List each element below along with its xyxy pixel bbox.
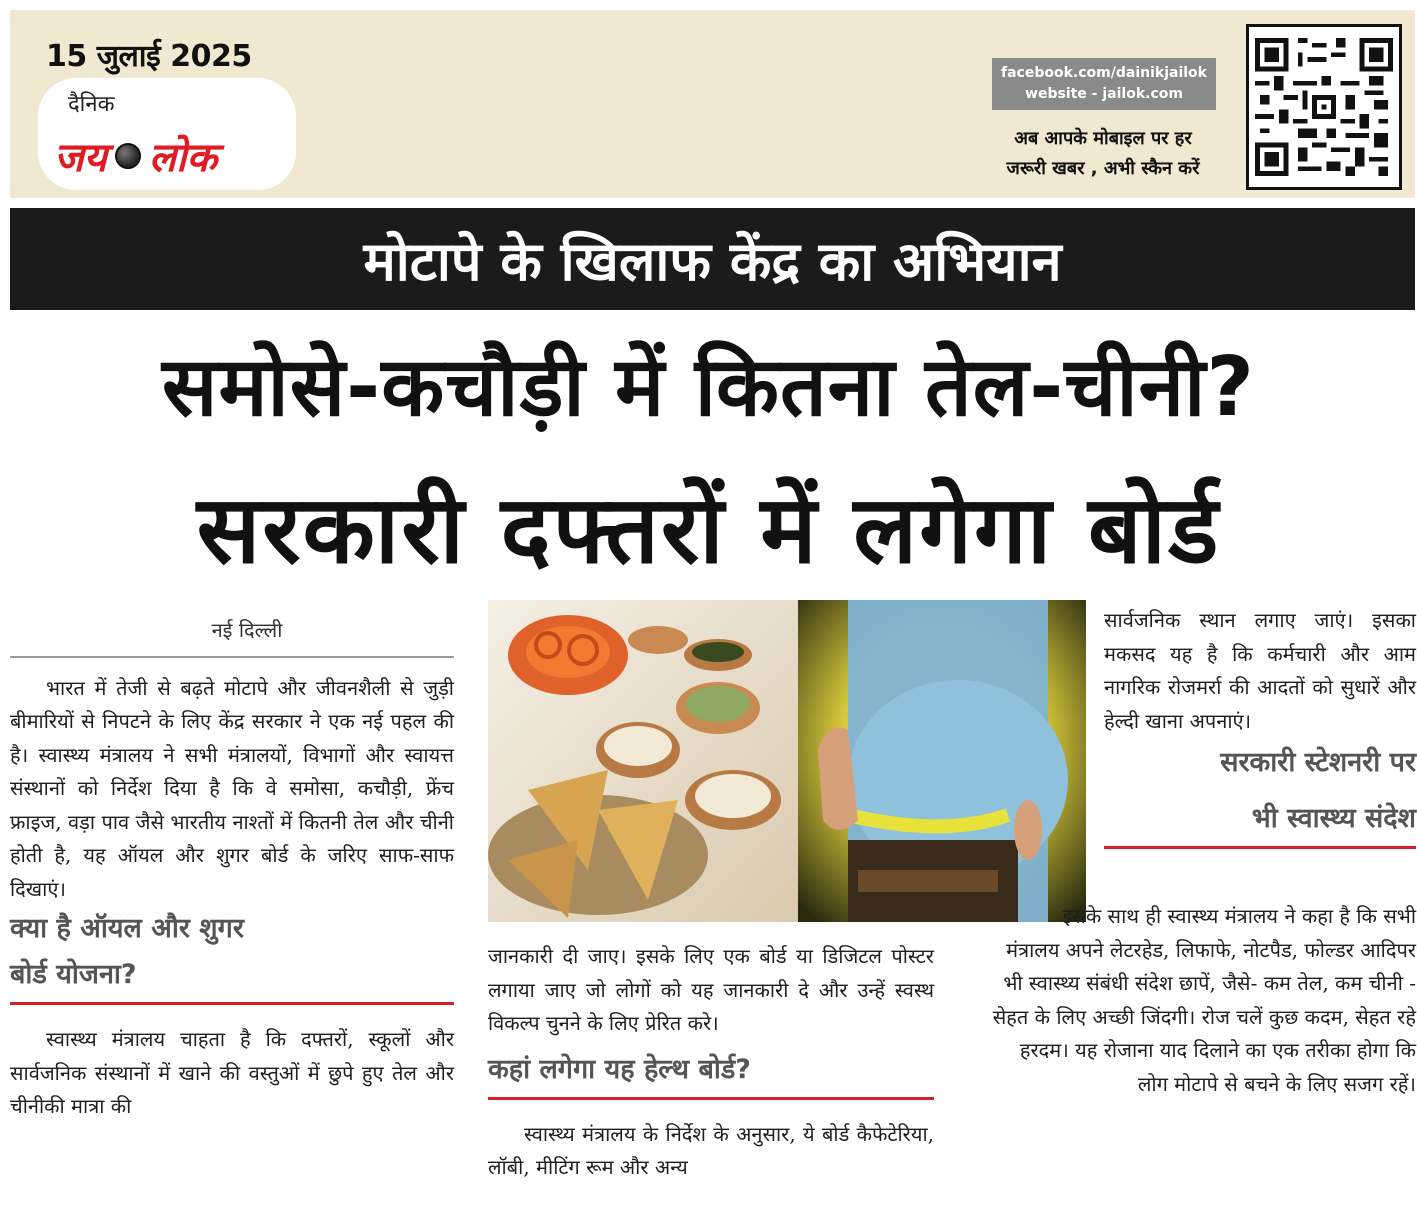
subhead-divider [10,1002,454,1005]
subhead-stationery [1104,740,1416,842]
masthead [10,10,1415,198]
scan-line-1: अब आपके मोबाइल पर हर [1014,128,1192,149]
subhead-3-line-1: सरकारी स्टेशनरी पर [1220,747,1416,778]
article-column-3 [1104,604,1416,867]
article-column-2 [488,940,934,1185]
paragraph-1: भारत में तेजी से बढ़ते मोटापे और जीवनशैली से जुड़ी बीमारियों से निपटने के लिए केंद्र सरकार ने एक नई पहल की है। स्वास्थ्य मंत्रालय ने सभी मंत्रालयों, विभागों और स्वायत्त संस्थानों को निर्देश दिया है कि वे समोसा, कचौड़ी, फ्रेंच फ्राइज, वड़ा पाव जैसे भारतीय नाश्तों में कितनी तेल और चीनी होती है, यह ऑयल और शुगर बोर्ड के जरिए साफ-साफ दिखाएं। [10,675,454,901]
logo-main-text [54,128,217,183]
paragraph-5: सार्वजनिक स्थान लगाए जाएं। इसका मकसद यह है कि कर्मचारी और आम नागरिक रोजमर्रा की आदतों को सुधारें और हेल्दी खाना अपनाएं। [1104,608,1416,733]
paragraph-6: इसके साथ ही स्वास्थ्य मंत्रालय ने कहा है कि सभी मंत्रालय अपने लेटरहेड, लिफाफे, नोटपैड, फोल्डर आदिपर भी स्वास्थ्य संबंधी संदेश छापें, जैसे- कम तेल, कम चीनी - सेहत के लिए अच्छी जिंदगी। रोज चलें कुछ कदम, सेहत रहे हरदम। यह रोजाना याद दिलाने का एक तरीका होगा कि लोग मोटापे से बचने के लिए सजग रहें। [992,904,1416,1096]
subhead-divider-2 [488,1097,934,1100]
paragraph-2: स्वास्थ्य मंत्रालय चाहता है कि दफ्तरों, स्कूलों और सार्वजनिक संस्थानों में खाने की वस्तुओं में छुपे हुए तेल और चीनीकी मात्रा की [10,1027,454,1118]
contact-box [992,58,1216,110]
qr-code-icon[interactable] [1246,24,1402,190]
scan-line-2: जरूरी खबर , अभी स्कैन करें [1006,158,1200,179]
section-banner: मोटापे के खिलाफ केंद्र का अभियान [10,208,1415,310]
subhead-divider-3 [1104,846,1416,849]
subhead-where-board: कहां लगेगा यह हेल्थ बोर्ड? [488,1053,751,1085]
article-column-1 [10,612,454,1124]
issue-date: 15 जुलाई 2025 [46,39,252,74]
subhead-oil-sugar [10,906,454,998]
paragraph-3: जानकारी दी जाए। इसके लिए एक बोर्ड या डिजिटल पोस्टर लगाया जाए जो लोगों को यह जानकारी दे और उन्हें स्वस्थ विकल्प चुनने के लिए प्रेरित करे। [488,944,934,1035]
article-photo[interactable] [488,600,1086,922]
dateline: नई दिल्ली [10,612,454,658]
globe-icon [115,143,141,169]
article-column-3-continued [980,900,1416,1101]
subhead-3-line-2: भी स्वास्थ्य संदेश [1251,803,1416,834]
paragraph-4: स्वास्थ्य मंत्रालय के निर्देश के अनुसार, ये बोर्ड कैफेटेरिया, लॉबी, मीटिंग रूम और अन्य [488,1121,934,1179]
scan-prompt [978,124,1228,184]
subhead-1-line-2: बोर्ड योजना? [10,959,137,990]
subhead-1-line-1: क्या है ऑयल और शुगर [10,913,244,944]
logo-word-1: जय [54,135,107,181]
headline-line-2: सरकारी दफ्तरों में लगेगा बोर्ड [196,476,1221,585]
newspaper-logo[interactable] [38,78,296,190]
website-link[interactable]: website - jailok.com [1025,86,1183,102]
logo-small-text: दैनिक [68,92,115,117]
facebook-link[interactable]: facebook.com/dainikjailok [1001,65,1207,81]
headline-line-1: समोसे-कचौड़ी में कितना तेल-चीनी? [162,340,1255,435]
logo-word-2: लोक [148,135,218,181]
